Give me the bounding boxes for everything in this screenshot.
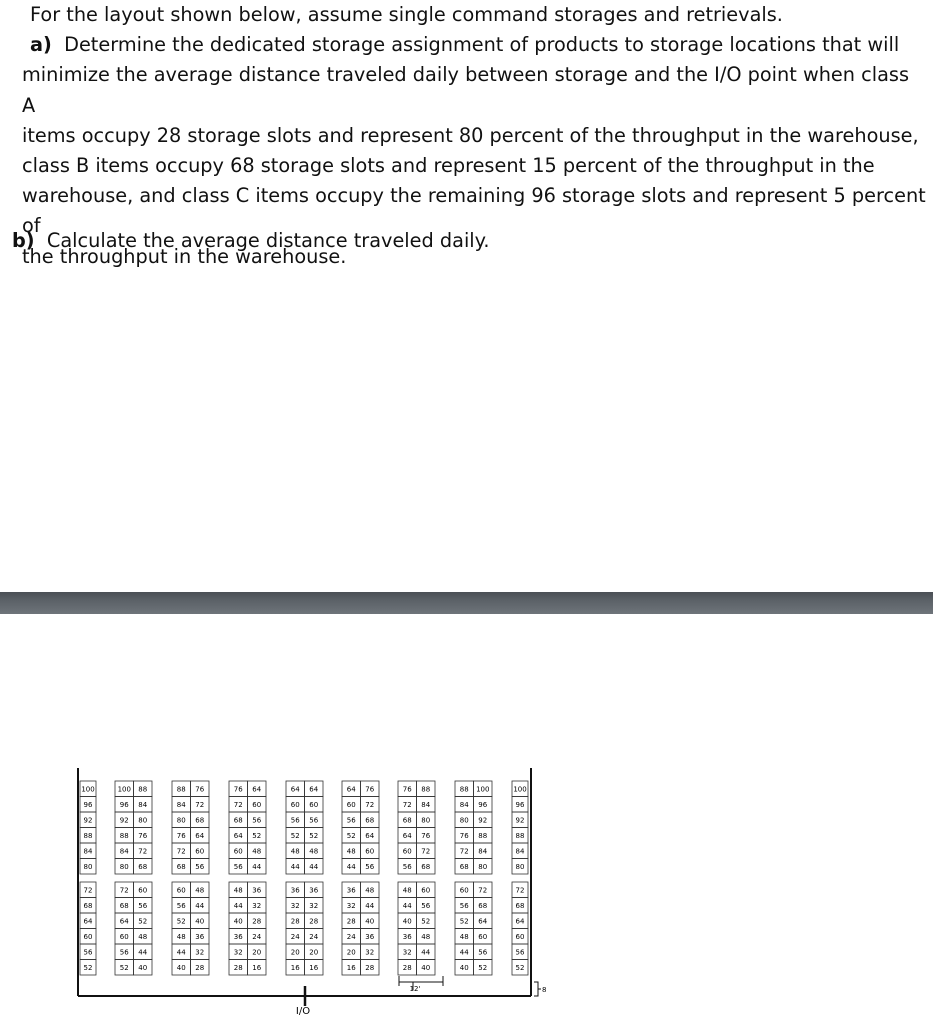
top-double-rack-5-value-left: 60 — [346, 801, 356, 809]
bottom-double-rack-2-value-left: 60 — [176, 886, 186, 895]
part-a-line-6: the throughput in the warehouse. — [22, 244, 347, 268]
top-double-rack-2-value-left: 68 — [176, 863, 186, 871]
part-a-line-2: minimize the average distance traveled daily between storage and the I/O point when class A — [22, 63, 910, 117]
bottom-double-rack-3-value-right: 32 — [252, 902, 262, 910]
top-double-rack-6-value-left: 56 — [402, 863, 412, 871]
bottom-double-rack-6-value-left: 28 — [402, 964, 412, 972]
top-double-rack-1-value-right: 88 — [138, 785, 148, 794]
top-double-rack-7-value-left: 72 — [459, 847, 469, 856]
top-double-rack-3-value-right: 44 — [252, 863, 262, 871]
bottom-double-rack-6-value-left: 36 — [402, 933, 412, 941]
bottom-double-rack-2-value-left: 48 — [176, 933, 186, 941]
top-right-edge-rack-value: 96 — [515, 801, 525, 809]
top-double-rack-6-value-left: 60 — [402, 847, 412, 856]
bottom-double-rack-2-value-right: 28 — [195, 964, 205, 972]
top-double-rack-4-value-right: 52 — [309, 832, 319, 840]
top-left-edge-rack-value: 92 — [83, 816, 93, 825]
bottom-double-rack-7-value-left: 56 — [459, 902, 469, 910]
top-right-edge-rack-value: 92 — [515, 816, 525, 825]
top-double-rack-6-value-left: 72 — [402, 801, 412, 809]
part-a-line-1 — [22, 30, 927, 60]
io-label: I/O — [295, 1006, 311, 1017]
top-double-rack-7-value-right: 80 — [478, 863, 488, 871]
top-double-rack-4-value-left: 60 — [290, 801, 300, 809]
part-a-text-1: Determine the dedicated storage assignment of products to storage locations that will — [64, 33, 900, 57]
top-double-rack-5-value-right: 72 — [365, 801, 375, 809]
bottom-double-rack-4-value-right: 20 — [309, 948, 319, 957]
top-double-rack-4-value-right: 64 — [309, 785, 319, 794]
bottom-double-rack-3-value-left: 40 — [233, 917, 243, 926]
bottom-double-rack-2-value-right: 32 — [195, 948, 205, 957]
bottom-double-rack-3-value-right: 36 — [252, 886, 262, 895]
bottom-double-rack-6-value-right: 44 — [421, 948, 431, 957]
top-double-rack-2-value-left: 84 — [176, 801, 186, 809]
bottom-double-rack-1-value-left: 72 — [119, 886, 129, 895]
part-a-line-3: items occupy 28 storage slots and represent 80 percent of the throughput in the warehouse, — [22, 123, 919, 147]
top-double-rack-3-value-left: 72 — [233, 801, 243, 809]
bottom-double-rack-1-value-right: 56 — [138, 902, 148, 910]
top-double-rack-4-value-left: 56 — [290, 816, 300, 825]
top-double-rack-2-value-left: 72 — [176, 847, 186, 856]
top-double-rack-5-value-left: 56 — [346, 816, 356, 825]
bottom-double-rack-1-value-right: 40 — [138, 964, 148, 972]
bottom-double-rack-6-value-left: 44 — [402, 902, 412, 910]
top-right-edge-rack-value: 80 — [515, 863, 525, 871]
bottom-double-rack-4-value-left: 32 — [290, 902, 300, 910]
bottom-double-rack-2-value-right: 44 — [195, 902, 205, 910]
intro-text: For the layout shown below, assume single command storages and retrievals. — [30, 3, 783, 26]
bottom-double-rack-4-value-left: 24 — [290, 933, 300, 941]
bottom-left-edge-rack-value: 56 — [83, 948, 93, 957]
top-double-rack-2-value-left: 80 — [176, 816, 186, 825]
bottom-double-rack-3-value-left: 48 — [233, 886, 243, 895]
bottom-double-rack-4-value-left: 28 — [290, 917, 300, 926]
top-double-rack-5-value-right: 56 — [365, 863, 375, 871]
top-double-rack-6-value-right: 84 — [421, 801, 431, 809]
top-double-rack-1-value-left: 80 — [119, 863, 129, 871]
top-double-rack-2-value-right: 60 — [195, 847, 205, 856]
storage-racks — [80, 781, 528, 975]
bottom-double-rack-5-value-right: 32 — [365, 948, 375, 957]
top-double-rack-1-value-left: 92 — [119, 816, 129, 825]
top-double-rack-4-value-left: 44 — [290, 863, 300, 871]
top-double-rack-6-value-right: 76 — [421, 832, 431, 840]
top-double-rack-2-value-right: 68 — [195, 816, 205, 825]
part-a-line-5: warehouse, and class C items occupy the remaining 96 storage slots and represent 5 percent of — [22, 184, 926, 238]
top-double-rack-4-value-left: 52 — [290, 832, 300, 840]
top-double-rack-3-value-right: 48 — [252, 847, 262, 856]
top-double-rack-3-value-left: 68 — [233, 816, 243, 825]
bottom-double-rack-5-value-left: 28 — [346, 917, 356, 926]
warehouse-layout-diagram — [0, 760, 933, 1024]
bottom-double-rack-3-value-right: 20 — [252, 948, 262, 957]
top-double-rack-2-value-right: 56 — [195, 863, 205, 871]
part-a-line-4: class B items occupy 68 storage slots and represent 15 percent of the throughput in the — [22, 154, 875, 178]
bottom-double-rack-1-value-right: 44 — [138, 948, 148, 957]
bottom-double-rack-7-value-left: 48 — [459, 933, 469, 941]
bottom-double-rack-4-value-right: 32 — [309, 902, 319, 910]
top-double-rack-2-value-left: 76 — [176, 832, 186, 840]
bottom-double-rack-7-value-left: 44 — [459, 948, 469, 957]
top-double-rack-3-value-right: 64 — [252, 785, 262, 794]
bottom-double-rack-7-value-right: 56 — [478, 948, 488, 957]
part-b — [12, 226, 489, 256]
top-double-rack-3-value-left: 64 — [233, 832, 243, 840]
bottom-double-rack-5-value-right: 48 — [365, 886, 375, 895]
top-double-rack-7-value-right: 84 — [478, 847, 488, 856]
bottom-double-rack-4-value-left: 20 — [290, 948, 300, 957]
top-double-rack-4-value-right: 44 — [309, 863, 319, 871]
top-double-rack-1-value-left: 100 — [117, 785, 131, 794]
bottom-double-rack-7-value-right: 68 — [478, 902, 488, 910]
top-double-rack-3-value-left: 60 — [233, 847, 243, 856]
dim-12-label: 12' — [409, 985, 421, 993]
part-a-label: a) — [30, 33, 52, 57]
bottom-double-rack-4-value-right: 28 — [309, 917, 319, 926]
top-double-rack-7-value-right: 96 — [478, 801, 488, 809]
top-double-rack-5-value-left: 64 — [346, 785, 356, 794]
top-double-rack-7-value-right: 88 — [478, 832, 488, 840]
top-left-edge-rack-value: 84 — [83, 847, 93, 856]
top-double-rack-7-value-left: 80 — [459, 816, 469, 825]
bottom-double-rack-3-value-right: 28 — [252, 917, 262, 926]
bottom-double-rack-6-value-right: 56 — [421, 902, 431, 910]
top-double-rack-7-value-left: 68 — [459, 863, 469, 871]
top-left-edge-rack-value: 96 — [83, 801, 93, 809]
bottom-double-rack-4-value-right: 36 — [309, 886, 319, 895]
dim-8-label: 8 — [542, 986, 547, 994]
bottom-double-rack-6-value-left: 32 — [402, 948, 412, 957]
top-double-rack-1-value-left: 84 — [119, 847, 129, 856]
top-double-rack-2-value-right: 72 — [195, 801, 205, 809]
bottom-double-rack-5-value-left: 24 — [346, 933, 356, 941]
bottom-double-rack-7-value-right: 60 — [478, 933, 488, 941]
bottom-double-rack-7-value-left: 60 — [459, 886, 469, 895]
top-double-rack-6-value-left: 76 — [402, 785, 412, 794]
bottom-double-rack-6-value-right: 40 — [421, 964, 431, 972]
top-right-edge-rack-value: 100 — [513, 785, 527, 794]
top-double-rack-6-value-right: 80 — [421, 816, 431, 825]
dim-8-bracket — [534, 982, 538, 996]
bottom-double-rack-1-value-left: 64 — [119, 917, 129, 926]
bottom-double-rack-5-value-right: 28 — [365, 964, 375, 972]
bottom-left-edge-rack-value: 52 — [83, 964, 93, 972]
top-left-edge-rack-value: 88 — [83, 832, 93, 840]
top-double-rack-2-value-right: 76 — [195, 785, 205, 794]
top-double-rack-2-value-left: 88 — [176, 785, 186, 794]
bottom-right-edge-rack-value: 60 — [515, 933, 525, 941]
top-double-rack-1-value-right: 76 — [138, 832, 148, 840]
top-double-rack-6-value-right: 72 — [421, 847, 431, 856]
top-double-rack-5-value-left: 44 — [346, 863, 356, 871]
bottom-double-rack-4-value-right: 24 — [309, 933, 319, 941]
bottom-double-rack-6-value-right: 52 — [421, 917, 431, 926]
bottom-double-rack-6-value-left: 48 — [402, 886, 412, 895]
bottom-double-rack-1-value-left: 68 — [119, 902, 129, 910]
top-double-rack-6-value-right: 68 — [421, 863, 431, 871]
bottom-double-rack-7-value-right: 72 — [478, 886, 488, 895]
bottom-double-rack-3-value-left: 28 — [233, 964, 243, 972]
bottom-double-rack-7-value-right: 64 — [478, 917, 488, 926]
bottom-double-rack-3-value-right: 16 — [252, 964, 262, 972]
top-double-rack-5-value-right: 76 — [365, 785, 375, 794]
bottom-double-rack-1-value-left: 60 — [119, 933, 129, 941]
top-double-rack-3-value-right: 52 — [252, 832, 262, 840]
top-double-rack-5-value-right: 64 — [365, 832, 375, 840]
top-right-edge-rack-value: 84 — [515, 847, 525, 856]
top-double-rack-1-value-right: 84 — [138, 801, 148, 809]
top-double-rack-4-value-right: 56 — [309, 816, 319, 825]
bottom-double-rack-5-value-left: 32 — [346, 902, 356, 910]
bottom-double-rack-2-value-right: 40 — [195, 917, 205, 926]
bottom-double-rack-6-value-right: 60 — [421, 886, 431, 895]
bottom-left-edge-rack-value: 64 — [83, 917, 93, 926]
top-double-rack-5-value-right: 68 — [365, 816, 375, 825]
top-double-rack-3-value-right: 56 — [252, 816, 262, 825]
top-double-rack-3-value-left: 56 — [233, 863, 243, 871]
bottom-double-rack-2-value-left: 40 — [176, 964, 186, 972]
bottom-double-rack-3-value-left: 44 — [233, 902, 243, 910]
top-double-rack-7-value-right: 100 — [476, 785, 490, 794]
top-double-rack-1-value-right: 68 — [138, 863, 148, 871]
bottom-double-rack-1-value-right: 48 — [138, 933, 148, 941]
bottom-left-edge-rack-value: 72 — [83, 886, 93, 895]
top-double-rack-1-value-left: 96 — [119, 801, 129, 809]
top-double-rack-1-value-right: 72 — [138, 847, 148, 856]
bottom-right-edge-rack-value: 52 — [515, 964, 525, 972]
bottom-double-rack-3-value-right: 24 — [252, 933, 262, 941]
top-double-rack-6-value-left: 64 — [402, 832, 412, 840]
bottom-double-rack-2-value-left: 52 — [176, 917, 186, 926]
bottom-right-edge-rack-value: 68 — [515, 902, 525, 910]
top-left-edge-rack-value: 80 — [83, 863, 93, 871]
bottom-double-rack-1-value-left: 56 — [119, 948, 129, 957]
bottom-double-rack-1-value-right: 52 — [138, 917, 148, 926]
bottom-double-rack-7-value-left: 40 — [459, 964, 469, 972]
top-double-rack-2-value-right: 64 — [195, 832, 205, 840]
bottom-right-edge-rack-value: 56 — [515, 948, 525, 957]
bottom-double-rack-1-value-right: 60 — [138, 886, 148, 895]
bottom-double-rack-5-value-right: 40 — [365, 917, 375, 926]
top-left-edge-rack-value: 100 — [81, 785, 95, 794]
bottom-double-rack-5-value-left: 36 — [346, 886, 356, 895]
bottom-double-rack-7-value-right: 52 — [478, 964, 488, 972]
bottom-double-rack-5-value-left: 16 — [346, 964, 356, 972]
top-double-rack-5-value-left: 52 — [346, 832, 356, 840]
bottom-double-rack-6-value-right: 48 — [421, 933, 431, 941]
bottom-double-rack-4-value-left: 36 — [290, 886, 300, 895]
bottom-left-edge-rack-value: 60 — [83, 933, 93, 941]
section-divider — [0, 592, 933, 614]
top-right-edge-rack-value: 88 — [515, 832, 525, 840]
top-double-rack-3-value-left: 76 — [233, 785, 243, 794]
bottom-double-rack-4-value-left: 16 — [290, 964, 300, 972]
bottom-double-rack-7-value-left: 52 — [459, 917, 469, 926]
top-double-rack-7-value-left: 88 — [459, 785, 469, 794]
bottom-double-rack-5-value-left: 20 — [346, 948, 356, 957]
top-double-rack-1-value-right: 80 — [138, 816, 148, 825]
bottom-double-rack-6-value-left: 40 — [402, 917, 412, 926]
top-double-rack-4-value-right: 48 — [309, 847, 319, 856]
part-b-label: b) — [12, 229, 35, 252]
bottom-double-rack-5-value-right: 44 — [365, 902, 375, 910]
bottom-double-rack-1-value-left: 52 — [119, 964, 129, 972]
bottom-double-rack-2-value-right: 36 — [195, 933, 205, 941]
bottom-double-rack-2-value-right: 48 — [195, 886, 205, 895]
top-double-rack-4-value-right: 60 — [309, 801, 319, 809]
bottom-double-rack-5-value-right: 36 — [365, 933, 375, 941]
top-double-rack-4-value-left: 48 — [290, 847, 300, 856]
top-double-rack-5-value-left: 48 — [346, 847, 356, 856]
bottom-double-rack-4-value-right: 16 — [309, 964, 319, 972]
bottom-double-rack-3-value-left: 32 — [233, 948, 243, 957]
top-double-rack-5-value-right: 60 — [365, 847, 375, 856]
part-b-text: Calculate the average distance traveled daily. — [46, 229, 490, 252]
top-double-rack-1-value-left: 88 — [119, 832, 129, 840]
top-double-rack-7-value-right: 92 — [478, 816, 488, 825]
top-double-rack-3-value-right: 60 — [252, 801, 262, 809]
bottom-right-edge-rack-value: 64 — [515, 917, 525, 926]
top-double-rack-4-value-left: 64 — [290, 785, 300, 794]
bottom-double-rack-2-value-left: 56 — [176, 902, 186, 910]
bottom-double-rack-3-value-left: 36 — [233, 933, 243, 941]
bottom-left-edge-rack-value: 68 — [83, 902, 93, 910]
bottom-right-edge-rack-value: 72 — [515, 886, 525, 895]
top-double-rack-7-value-left: 84 — [459, 801, 469, 809]
bottom-double-rack-2-value-left: 44 — [176, 948, 186, 957]
top-double-rack-7-value-left: 76 — [459, 832, 469, 840]
top-double-rack-6-value-left: 68 — [402, 816, 412, 825]
top-double-rack-6-value-right: 88 — [421, 785, 431, 794]
